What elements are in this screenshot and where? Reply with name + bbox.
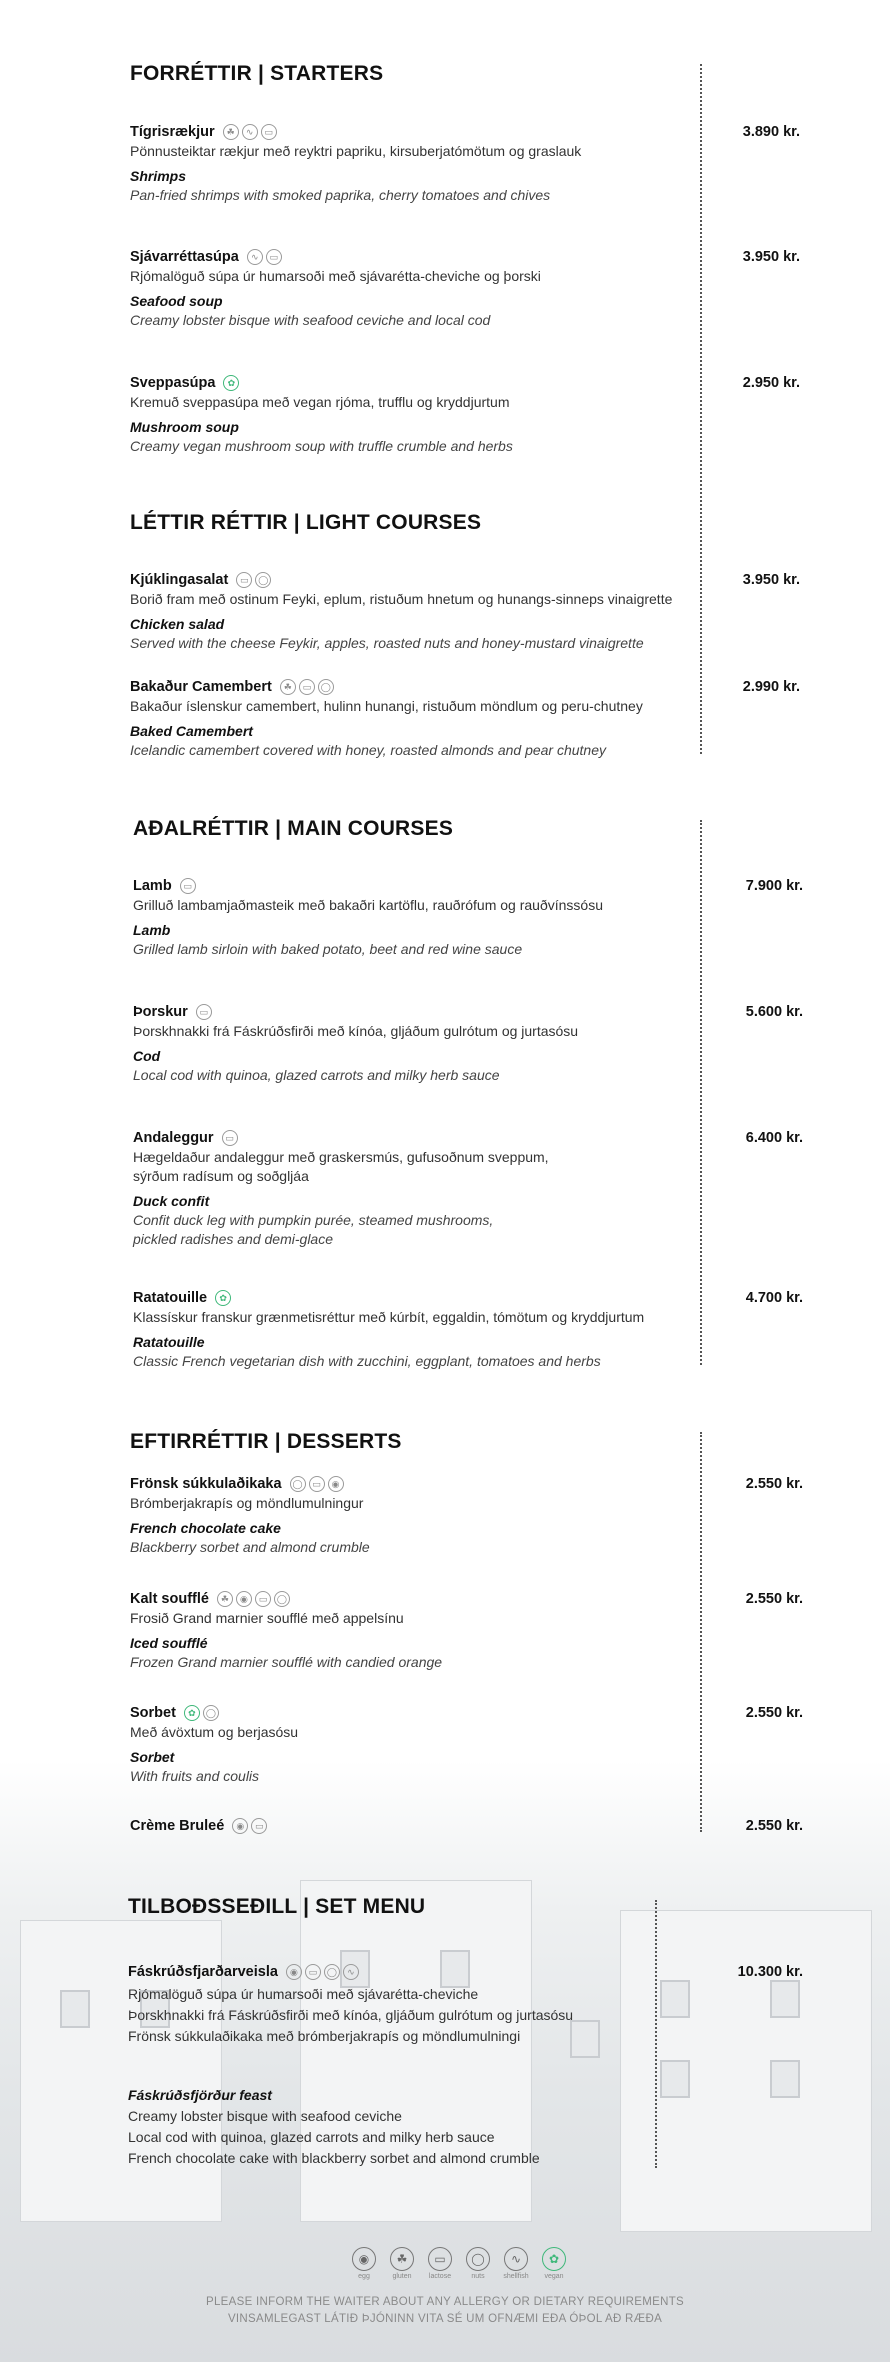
legend-label: vegan — [544, 2273, 564, 2280]
legend-label: shellfish — [503, 2273, 529, 2280]
legend-label: nuts — [471, 2273, 485, 2280]
item-english-description: Pan-fried shrimps with smoked paprika, cherry tomatoes and chives — [130, 187, 551, 203]
item-description: Brómberjakrapís og möndlumulningur — [130, 1495, 364, 1511]
gluten-icon: ☘ — [280, 679, 296, 695]
item-english-description: Classic French vegetarian dish with zucchini, eggplant, tomatoes and herbs — [133, 1353, 601, 1369]
egg-icon: ◉ — [352, 2247, 376, 2271]
egg-icon: ◉ — [286, 1964, 302, 1980]
legend-item — [388, 2247, 416, 2280]
lactose-icon: ▭ — [180, 878, 196, 894]
shellfish-icon: ∿ — [247, 249, 263, 265]
item-name: Crème Bruleé — [130, 1818, 225, 1834]
item-description: Klassískur franskur grænmetisréttur með kúrbít, eggaldin, tómötum og kryddjurtum — [133, 1309, 645, 1325]
item-description: Borið fram með ostinum Feyki, eplum, ristuðum hnetum og hunangs-sinneps vinaigrette — [130, 591, 673, 607]
allergy-notice-en: PLEASE INFORM THE WAITER ABOUT ANY ALLERGY OR DIETARY REQUIREMENTS — [206, 2296, 684, 2308]
nuts-icon: ◯ — [290, 1476, 306, 1492]
item-english-name: Baked Camembert — [130, 723, 253, 739]
egg-icon: ◉ — [236, 1591, 252, 1607]
item-english-description-line-2: pickled radishes and demi-glace — [133, 1231, 333, 1247]
window-shape — [60, 1990, 90, 2028]
vegan-icon: ✿ — [542, 2247, 566, 2271]
item-name: Tígrisrækjur — [130, 124, 215, 140]
item-description: Grilluð lambamjaðmasteik með bakaðri kartöflu, rauðrófum og rauðvínssósu — [133, 897, 603, 913]
item-price: 2.550 kr. — [745, 1705, 803, 1721]
lactose-icon: ▭ — [428, 2247, 452, 2271]
legend-label: lactose — [428, 2273, 452, 2280]
item-price: 6.400 kr. — [745, 1130, 803, 1146]
section-title-set-menu: TILBOÐSSEÐILL | SET MENU — [128, 1895, 426, 1918]
item-english-name: Chicken salad — [130, 616, 225, 632]
item-english-description: Grilled lamb sirloin with baked potato, beet and red wine sauce — [133, 941, 523, 957]
item-price: 7.900 kr. — [745, 878, 803, 894]
nuts-icon: ◯ — [466, 2247, 490, 2271]
vegan-icon: ✿ — [215, 1290, 231, 1306]
legend-label: gluten — [392, 2273, 412, 2280]
shellfish-icon: ∿ — [242, 124, 258, 140]
lactose-icon: ▭ — [255, 1591, 271, 1607]
legend-label: egg — [358, 2273, 370, 2280]
set-menu-name: Fáskrúðsfjarðarveisla — [128, 1964, 278, 1980]
set-menu-english-line: Local cod with quinoa, glazed carrots and milky herb sauce — [128, 2129, 495, 2145]
item-name: Bakaður Camembert — [130, 679, 272, 695]
item-english-description: Creamy lobster bisque with seafood ceviche and local cod — [130, 312, 491, 328]
item-english-description: Blackberry sorbet and almond crumble — [130, 1539, 370, 1555]
item-english-description: Confit duck leg with pumpkin purée, steamed mushrooms, — [133, 1212, 494, 1228]
item-name: Lamb — [133, 878, 172, 894]
set-menu-item — [128, 1962, 828, 2169]
allergy-notice-is: VINSAMLEGAST LÁTIÐ ÞJÓNINN VITA SÉ UM OFNÆMI EÐA ÓÞOL AÐ RÆÐA — [227, 2313, 663, 2325]
item-name: Sveppasúpa — [130, 375, 216, 391]
legend-item — [464, 2247, 492, 2280]
legend-item — [426, 2247, 454, 2280]
item-description: Pönnusteiktar rækjur með reyktri papriku, kirsuberjatómötum og graslauk — [130, 143, 582, 159]
legend-item — [350, 2247, 378, 2280]
item-english-name: Sorbet — [130, 1749, 175, 1765]
set-menu-line: Þorskhnakki frá Fáskrúðsfirði með kínóa, gljáðum gulrótum og jurtasósu — [128, 2007, 574, 2023]
item-english-name: Iced soufflé — [130, 1635, 208, 1651]
item-price: 3.890 kr. — [742, 124, 800, 140]
item-description: Með ávöxtum og berjasósu — [130, 1724, 299, 1740]
shellfish-icon: ∿ — [343, 1964, 359, 1980]
item-name: Kjúklingasalat — [130, 572, 229, 588]
item-english-description: With fruits and coulis — [130, 1768, 260, 1784]
lactose-icon: ▭ — [299, 679, 315, 695]
item-name: Ratatouille — [133, 1290, 208, 1306]
lactose-icon: ▭ — [236, 572, 252, 588]
item-name: Sjávarréttasúpa — [130, 249, 239, 265]
item-description: Kremuð sveppasúpa með vegan rjóma, trufflu og kryddjurtum — [130, 394, 510, 410]
item-english-description: Served with the cheese Feykir, apples, roasted nuts and honey-mustard vinaigrette — [130, 635, 644, 651]
item-price: 2.990 kr. — [742, 679, 800, 695]
item-price: 5.600 kr. — [745, 1004, 803, 1020]
item-english-name: Ratatouille — [133, 1334, 205, 1350]
item-english-description: Frozen Grand marnier soufflé with candied orange — [130, 1654, 443, 1670]
section-title-desserts: EFTIRRÉTTIR | DESSERTS — [130, 1430, 402, 1453]
item-english-name: Shrimps — [130, 168, 187, 184]
nuts-icon: ◯ — [318, 679, 334, 695]
item-name: Andaleggur — [133, 1130, 214, 1146]
item-description: Þorskhnakki frá Fáskrúðsfirði með kínóa, gljáðum gulrótum og jurtasósu — [133, 1023, 579, 1039]
gluten-icon: ☘ — [223, 124, 239, 140]
lactose-icon: ▭ — [222, 1130, 238, 1146]
item-english-name: Lamb — [133, 922, 171, 938]
set-menu-line: Frönsk súkkulaðikaka með brómberjakrapís og möndlumulningi — [128, 2028, 521, 2044]
section-title-starters: FORRÉTTIR | STARTERS — [130, 62, 384, 85]
item-english-name: French chocolate cake — [130, 1520, 281, 1536]
allergen-legend — [350, 2247, 568, 2280]
item-price: 3.950 kr. — [742, 572, 800, 588]
item-description: Rjómalöguð súpa úr humarsoði með sjávarétta-cheviche og þorski — [130, 268, 541, 284]
item-price: 2.950 kr. — [742, 375, 800, 391]
menu-item — [133, 1128, 833, 1249]
egg-icon: ◉ — [328, 1476, 344, 1492]
lactose-icon: ▭ — [196, 1004, 212, 1020]
item-description-line-2: sýrðum radísum og soðgljáa — [133, 1168, 309, 1184]
item-english-name: Duck confit — [133, 1193, 210, 1209]
lactose-icon: ▭ — [309, 1476, 325, 1492]
item-english-description: Icelandic camembert covered with honey, roasted almonds and pear chutney — [130, 742, 607, 758]
lactose-icon: ▭ — [251, 1818, 267, 1834]
nuts-icon: ◯ — [203, 1705, 219, 1721]
item-name: Sorbet — [130, 1705, 176, 1721]
lactose-icon: ▭ — [305, 1964, 321, 1980]
item-price: 3.950 kr. — [742, 249, 800, 265]
nuts-icon: ◯ — [255, 572, 271, 588]
item-name: Frönsk súkkulaðikaka — [130, 1476, 282, 1492]
lactose-icon: ▭ — [266, 249, 282, 265]
item-price: 2.550 kr. — [745, 1476, 803, 1492]
item-description: Bakaður íslenskur camembert, hulinn hunangi, ristuðum möndlum og peru-chutney — [130, 698, 643, 714]
item-description: Hægeldaður andaleggur með graskersmús, gufusoðnum sveppum, — [133, 1149, 549, 1165]
set-menu-english-name: Fáskrúðsfjörður feast — [128, 2087, 272, 2103]
section-title-light-courses: LÉTTIR RÉTTIR | LIGHT COURSES — [130, 511, 482, 534]
item-english-name: Cod — [133, 1048, 161, 1064]
set-menu-line: Rjómalöguð súpa úr humarsoði með sjávarétta-cheviche — [128, 1986, 479, 2002]
set-menu-english-line: Creamy lobster bisque with seafood ceviche — [128, 2108, 402, 2124]
nuts-icon: ◯ — [324, 1964, 340, 1980]
set-menu-price: 10.300 kr. — [737, 1964, 803, 1980]
item-description: Frosið Grand marnier soufflé með appelsínu — [130, 1610, 404, 1626]
set-menu-english-line: French chocolate cake with blackberry sorbet and almond crumble — [128, 2150, 540, 2166]
shellfish-icon: ∿ — [504, 2247, 528, 2271]
section-title-main-courses: AÐALRÉTTIR | MAIN COURSES — [133, 817, 454, 840]
nuts-icon: ◯ — [274, 1591, 290, 1607]
vegan-icon: ✿ — [223, 375, 239, 391]
item-price: 2.550 kr. — [745, 1818, 803, 1834]
item-name: Þorskur — [133, 1004, 188, 1020]
item-english-description: Local cod with quinoa, glazed carrots and milky herb sauce — [133, 1067, 500, 1083]
item-price: 2.550 kr. — [745, 1591, 803, 1607]
item-english-name: Mushroom soup — [130, 419, 239, 435]
gluten-icon: ☘ — [217, 1591, 233, 1607]
egg-icon: ◉ — [232, 1818, 248, 1834]
vegan-icon: ✿ — [184, 1705, 200, 1721]
item-price: 4.700 kr. — [745, 1290, 803, 1306]
item-name: Kalt soufflé — [130, 1591, 209, 1607]
item-english-description: Creamy vegan mushroom soup with truffle crumble and herbs — [130, 438, 513, 454]
legend-item — [502, 2247, 530, 2280]
item-english-name: Seafood soup — [130, 293, 223, 309]
legend-item — [540, 2247, 568, 2280]
lactose-icon: ▭ — [261, 124, 277, 140]
gluten-icon: ☘ — [390, 2247, 414, 2271]
